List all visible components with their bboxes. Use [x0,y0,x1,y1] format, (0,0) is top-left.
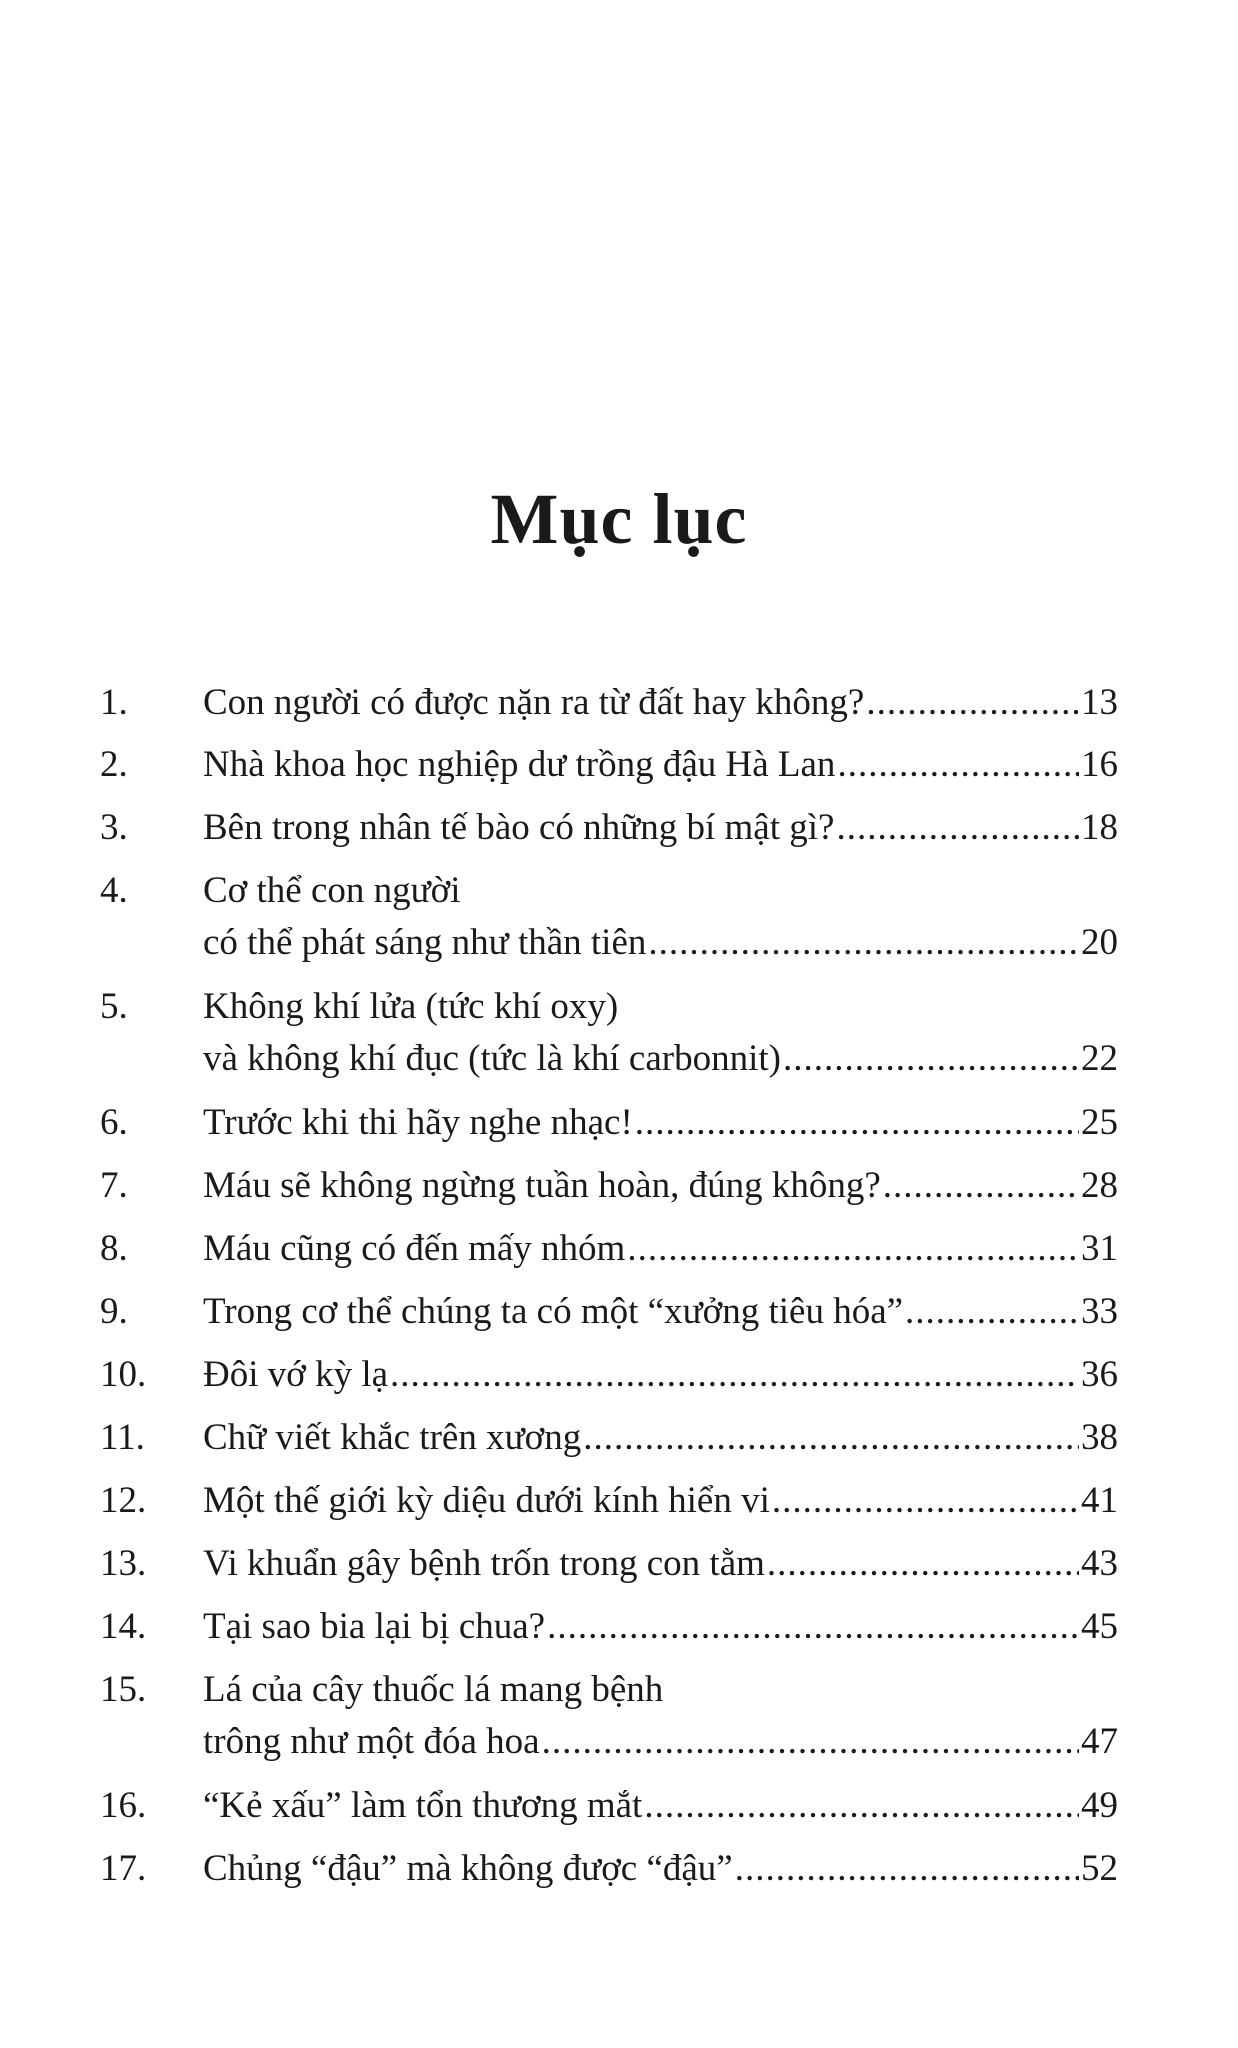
entry-number: 4. [100,870,128,911]
toc-entry-9 [100,1289,1118,1335]
entry-title: Bên trong nhân tế bào có những bí mật gì? [203,807,835,848]
dot-leader [883,1163,1079,1209]
toc-entry-1 [100,680,1118,726]
entry-page: 22 [1081,1038,1118,1079]
toc-entry-8 [100,1226,1118,1272]
entry-page: 28 [1081,1165,1118,1206]
entry-page: 43 [1081,1543,1118,1584]
entry-number: 5. [100,986,128,1027]
dot-leader [735,1846,1079,1892]
toc-entry-16 [100,1783,1118,1829]
entry-page: 16 [1081,744,1118,785]
entry-number: 14. [100,1606,147,1647]
entry-number: 7. [100,1165,128,1206]
dot-leader [635,1100,1079,1146]
entry-title-cont: trông như một đóa hoa [203,1721,540,1762]
entry-page: 38 [1081,1417,1118,1458]
entry-number: 15. [100,1669,147,1710]
entry-page: 47 [1081,1721,1118,1762]
toc-entry-6 [100,1100,1118,1146]
entry-number: 9. [100,1291,128,1332]
dot-leader [905,1289,1079,1335]
entry-page: 25 [1081,1102,1118,1143]
entry-number: 1. [100,682,128,723]
toc-entry-4 [100,868,1118,914]
entry-number: 16. [100,1785,147,1826]
toc-entry-17 [100,1846,1118,1892]
entry-title: Vi khuẩn gây bệnh trốn trong con tằm [203,1543,765,1584]
toc-entry-3 [100,805,1118,851]
toc-entry-7 [100,1163,1118,1209]
entry-page: 52 [1081,1848,1118,1889]
entry-number: 3. [100,807,128,848]
entry-number: 17. [100,1848,147,1889]
dot-leader [837,742,1079,788]
toc-entry-4-cont [100,920,1118,966]
entry-title: Đôi vớ kỳ lạ [203,1354,389,1395]
entry-title: Chủng “đậu” mà không được “đậu” [203,1848,733,1889]
entry-page: 36 [1081,1354,1118,1395]
entry-number: 8. [100,1228,128,1269]
toc-entry-14 [100,1604,1118,1650]
dot-leader [836,805,1079,851]
entry-title-cont: có thể phát sáng như thần tiên [203,922,647,963]
entry-title: Một thế giới kỳ diệu dưới kính hiển vi [203,1480,770,1521]
entry-number: 13. [100,1543,147,1584]
entry-number: 2. [100,744,128,785]
toc-entry-10 [100,1352,1118,1398]
dot-leader [767,1541,1079,1587]
entry-title: Trong cơ thể chúng ta có một “xưởng tiêu hóa” [203,1291,904,1332]
entry-title: Con người có được nặn ra từ đất hay không? [203,682,865,723]
toc-entry-2 [100,742,1118,788]
toc-entry-5 [100,984,1118,1030]
entry-page: 45 [1081,1606,1118,1647]
dot-leader [542,1719,1079,1765]
dot-leader [390,1352,1079,1398]
dot-leader [627,1226,1079,1272]
entry-number: 12. [100,1480,147,1521]
entry-title: Không khí lửa (tức khí oxy) [203,986,619,1027]
toc-entry-15 [100,1667,1118,1713]
entry-page: 13 [1081,682,1118,723]
entry-page: 49 [1081,1785,1118,1826]
entry-page: 20 [1081,922,1118,963]
toc-entry-12 [100,1478,1118,1524]
entry-title: Cơ thể con người [203,870,461,911]
entry-title: Lá của cây thuốc lá mang bệnh [203,1669,664,1710]
entry-page: 31 [1081,1228,1118,1269]
entry-page: 18 [1081,807,1118,848]
dot-leader [648,920,1079,966]
entry-number: 6. [100,1102,128,1143]
entry-title: Máu cũng có đến mấy nhóm [203,1228,626,1269]
entry-title: “Kẻ xấu” làm tổn thương mắt [203,1785,643,1826]
page-title: Mục lục [490,479,748,559]
toc-entry-15-cont [100,1719,1118,1765]
entry-number: 10. [100,1354,147,1395]
toc-entry-5-cont [100,1036,1118,1082]
dot-leader [783,1036,1079,1082]
dot-leader [644,1783,1079,1829]
entry-title: Tại sao bia lại bị chua? [203,1606,546,1647]
toc-entry-11 [100,1415,1118,1461]
entry-number: 11. [100,1417,145,1458]
entry-title-cont: và không khí đục (tức là khí carbonnit) [203,1038,781,1079]
entry-title: Nhà khoa học nghiệp dư trồng đậu Hà Lan [203,744,836,785]
entry-page: 33 [1081,1291,1118,1332]
toc-entry-13 [100,1541,1118,1587]
entry-title: Chữ viết khắc trên xương [203,1417,582,1458]
dot-leader [866,680,1079,726]
dot-leader [547,1604,1079,1650]
entry-title: Máu sẽ không ngừng tuần hoàn, đúng không? [203,1165,881,1206]
dot-leader [583,1415,1079,1461]
dot-leader [772,1478,1079,1524]
entry-title: Trước khi thi hãy nghe nhạc! [203,1102,633,1143]
entry-page: 41 [1081,1480,1118,1521]
